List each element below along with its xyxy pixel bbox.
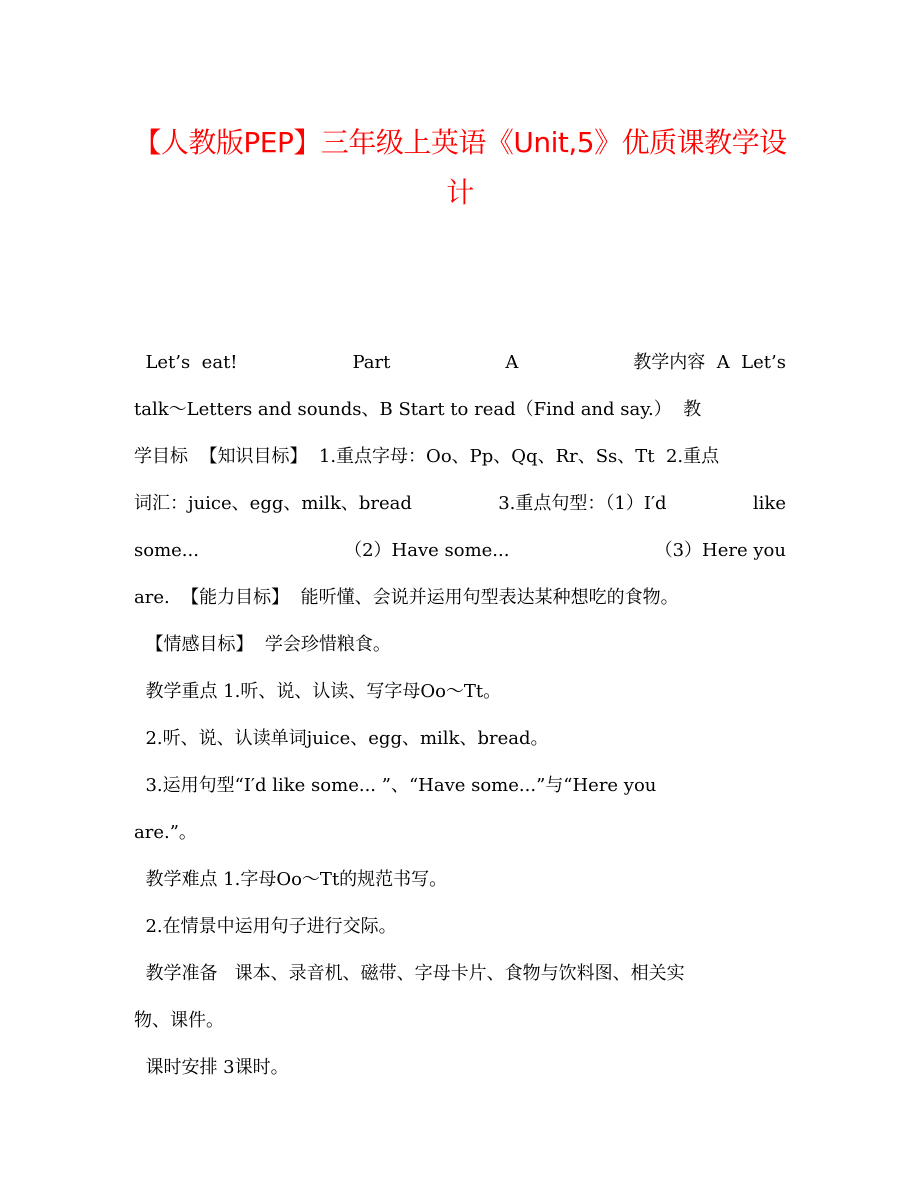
paragraph-line-7: 【情感目标】 学会珍惜粮食。 bbox=[134, 634, 391, 655]
paragraph-line-16: 课时安排 3课时。 bbox=[134, 1057, 289, 1078]
paragraph-line-9: 2.听、说、认读单词juice、egg、milk、bread。 bbox=[134, 728, 549, 749]
document-title bbox=[120, 118, 800, 218]
teaching-content: 教学内容 A Let’s bbox=[633, 352, 786, 373]
paragraph-line-4 bbox=[134, 480, 786, 527]
title-line-1: 【人教版PEP】三年级上英语《Unit,5》优质课教学设 bbox=[133, 126, 787, 159]
lesson-name: Let’s eat! bbox=[134, 352, 238, 373]
sentence-pattern-1-cont: like bbox=[752, 493, 786, 514]
part-label: Part bbox=[352, 352, 391, 373]
paragraph-line-13: 2.在情景中运用句子进行交际。 bbox=[134, 916, 397, 937]
part-value: A bbox=[505, 352, 519, 373]
sentence-pattern-1: 3.重点句型：（1）I′d bbox=[498, 493, 667, 514]
paragraph-line-8: 教学重点 1.听、说、认读、写字母Oo～Tt。 bbox=[134, 681, 502, 702]
sentence-pattern-3: （3）Here you bbox=[654, 540, 786, 561]
paragraph-line-11: are.”。 bbox=[134, 822, 197, 843]
sentence-pattern-1-end: some... bbox=[134, 540, 199, 561]
paragraph-line-15: 物、课件。 bbox=[134, 1010, 224, 1031]
paragraph-line-6: are. 【能力目标】 能听懂、会说并运用句型表达某种想吃的食物。 bbox=[134, 587, 679, 608]
paragraph-line-3: 学目标 【知识目标】 1.重点字母：Oo、Pp、Qq、Rr、Ss、Tt 2.重点 bbox=[134, 446, 720, 467]
title-line-2: 计 bbox=[446, 176, 474, 209]
paragraph-line-5 bbox=[134, 527, 786, 574]
paragraph-line-12: 教学难点 1.字母Oo～Tt的规范书写。 bbox=[134, 869, 448, 890]
sentence-pattern-2: （2）Have some... bbox=[344, 540, 510, 561]
paragraph-line-2: talk～Letters and sounds、B Start to read（Find and say.） 教 bbox=[134, 399, 702, 420]
paragraph-line-1 bbox=[134, 339, 786, 386]
paragraph-line-14: 教学准备 课本、录音机、磁带、字母卡片、食物与饮料图、相关实 bbox=[134, 963, 685, 984]
paragraph-line-10: 3.运用句型“I′d like some... ”、“Have some...”与“Here you bbox=[134, 775, 657, 796]
vocabulary: 词汇：juice、egg、milk、bread bbox=[134, 493, 412, 514]
document-body bbox=[134, 339, 786, 1091]
